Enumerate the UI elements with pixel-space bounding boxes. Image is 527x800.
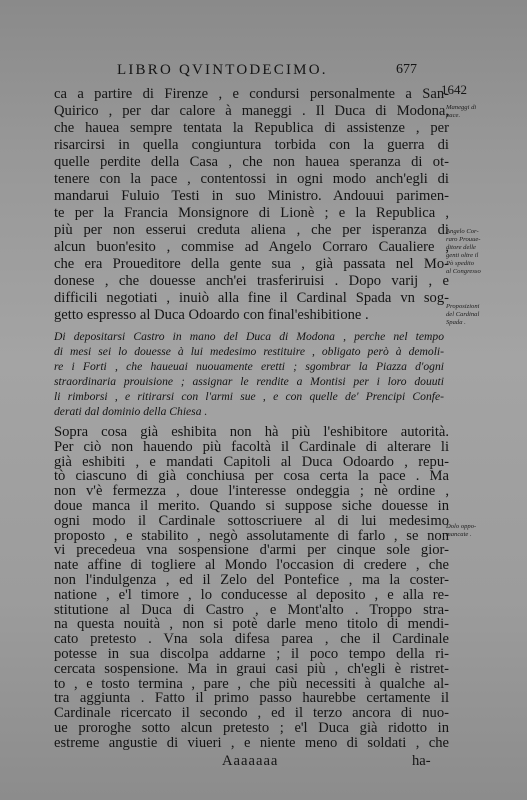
body-line: ogni modo il Cardinale sottoscriuere al di lui medesimo — [54, 512, 449, 529]
body-line: che era Proueditore della gente sua , già passata nel Mo- — [54, 256, 449, 272]
margin-note-line: ditore delle — [446, 244, 476, 251]
margin-note-line: Dolo oppo- — [446, 523, 477, 530]
body-line: to , e tosto termina , pare , che più necessiti à qualche al- — [54, 675, 449, 692]
margin-note — [446, 523, 518, 539]
body-line: che hauea sempre tentata la Republica di assistenze , per — [54, 120, 449, 136]
body-line: natione , e'l timore , lo conducesse al deposito , e alla re- — [54, 586, 449, 603]
marginal-year: 1642 — [441, 82, 467, 97]
body-line: già eshibiti , e mandati Capitoli al Duca Odoardo , repu- — [54, 453, 449, 470]
margin-note-line: al Congresso — [446, 268, 481, 275]
note-line: di mesi sei lo douesse à lui medesimo restituire , obligato però à demoli- — [54, 345, 444, 358]
margin-note-line: del Cardinal — [446, 311, 480, 318]
running-title: LIBRO QVINTODECIMO. — [117, 62, 328, 78]
body-line: non v'è fermezza , doue l'interesse ondeggia ; nè ordine , — [54, 483, 449, 500]
note-line: re i Forti , che haueuai nuouamente eretti ; sgombrar la Piazza d'ogni — [54, 360, 444, 373]
margin-note-line: mancate . — [446, 531, 472, 538]
body-line: getto espresso al Duca Odoardo con final'eshibitione . — [54, 307, 369, 323]
body-line: na questa nouità , non si potè darle meno titolo di mendi- — [54, 616, 449, 633]
page-number: 677 — [396, 62, 417, 77]
body-line: quelle perdite della Casa , che non hauea speranza di ot- — [54, 154, 449, 170]
margin-note-line: Pò spedito — [446, 260, 475, 267]
body-line: cato pretesto . Vna sola difesa parea , che il Cardinale — [54, 631, 449, 648]
body-line: ue proroghe sotto alcun pretesto ; e'l Duca già ridotto in — [54, 720, 449, 736]
margin-note-line: Spada . — [446, 319, 466, 326]
margin-note-line: pace. — [446, 112, 461, 119]
page-header — [0, 62, 527, 82]
body-line: Cardinale ricercato il secondo , ed il terzo ancora di nuo- — [54, 705, 449, 722]
body-line: difficili negotiati , inuiò alla fine il Cardinal Spada vn sog- — [54, 290, 449, 306]
body-line: proposto , e stabilito , negò assolutamente di farlo , se non — [54, 527, 449, 544]
body-line: tra aggiunta . Fatto il primo passo haurebbe certamente il — [54, 690, 449, 707]
body-line: alcun buon'esito , commise ad Angelo Corraro Caualiere , — [54, 239, 449, 255]
body-line: potesse in sua discolpa addarne ; il poco tempo della ri- — [54, 646, 449, 662]
margin-note-line: raro Prouue- — [446, 236, 481, 243]
margin-note-line: Angelo Cor- — [446, 228, 479, 235]
body-line: tò ciascuno di già conchiusa per cosa certa la pace . Ma — [54, 468, 449, 485]
body-line: donese , che douesse anch'ei trasferiruisi . Dopo varij , e — [54, 273, 449, 289]
note-line: derati dal dominio della Chiesa . — [54, 405, 208, 418]
body-line: tenere con la pace , contentossi in ogni modo anch'egli di — [54, 171, 449, 187]
body-line: doue manca il merito. Quando si suppose siche douesse in — [54, 498, 449, 514]
body-line: Sopra cosa già eshibita non hà più l'eshibitore autorità. — [54, 424, 449, 440]
catchword: ha- — [412, 753, 431, 769]
note-line: li rimborsi , e ritirarsi con l'armi sue , e con quelle de' Prencipi Confe- — [54, 390, 444, 403]
margin-note-line: Maneggi di — [446, 104, 477, 111]
body-line: cercata sospensione. Ma in graui casi più , ch'egli è ristret- — [54, 660, 449, 677]
note-line: straordinaria prouisione ; assignar le rendite a Montisi per i loro douuti — [54, 375, 444, 388]
signature-mark: Aaaaaaa — [222, 753, 279, 769]
body-line: più per non esserui creduta aliena , che per isperanza di — [54, 222, 449, 238]
body-line: mandarui Fuluio Testi in suo Ministro. Andouui parimen- — [54, 188, 449, 204]
body-line: vi precedeua vna sospensione d'armi per cinque sole gior- — [54, 542, 449, 559]
body-line: te per la Francia Monsignore di Lionè ; e la Republica , — [54, 205, 449, 221]
margin-note — [446, 228, 518, 276]
note-line: Di depositarsi Castro in mano del Duca di Modona , perche nel tempo — [54, 330, 444, 343]
body-line: non l'indulgenza , ed il Zelo del Pontefice , ma la coster- — [54, 572, 449, 588]
body-line: stitutione al Duca di Castro , e Mont'alto . Troppo stra- — [54, 601, 449, 618]
body-line: Quirico , per dar calore à maneggi . Il Duca di Modona, — [54, 103, 449, 119]
body-line: ca a partire di Firenze , e condursi personalmente a San- — [54, 86, 449, 102]
margin-note-line: Proposizioni — [446, 303, 480, 310]
body-line: risarcirsi in quella congiuntura torbida con la guerra di — [54, 137, 449, 153]
body-line: nate affine di togliere al Mondo l'occasion di credere , che — [54, 557, 449, 574]
body-line: estreme angustie di viueri , e niente meno di soldati , che — [54, 734, 449, 751]
margin-note — [446, 303, 518, 327]
body-line: Per ciò non hauendo più facoltà il Cardinale di alterare li — [54, 438, 449, 455]
margin-note-line: genti oltre il — [446, 252, 479, 259]
margin-note — [446, 104, 518, 120]
